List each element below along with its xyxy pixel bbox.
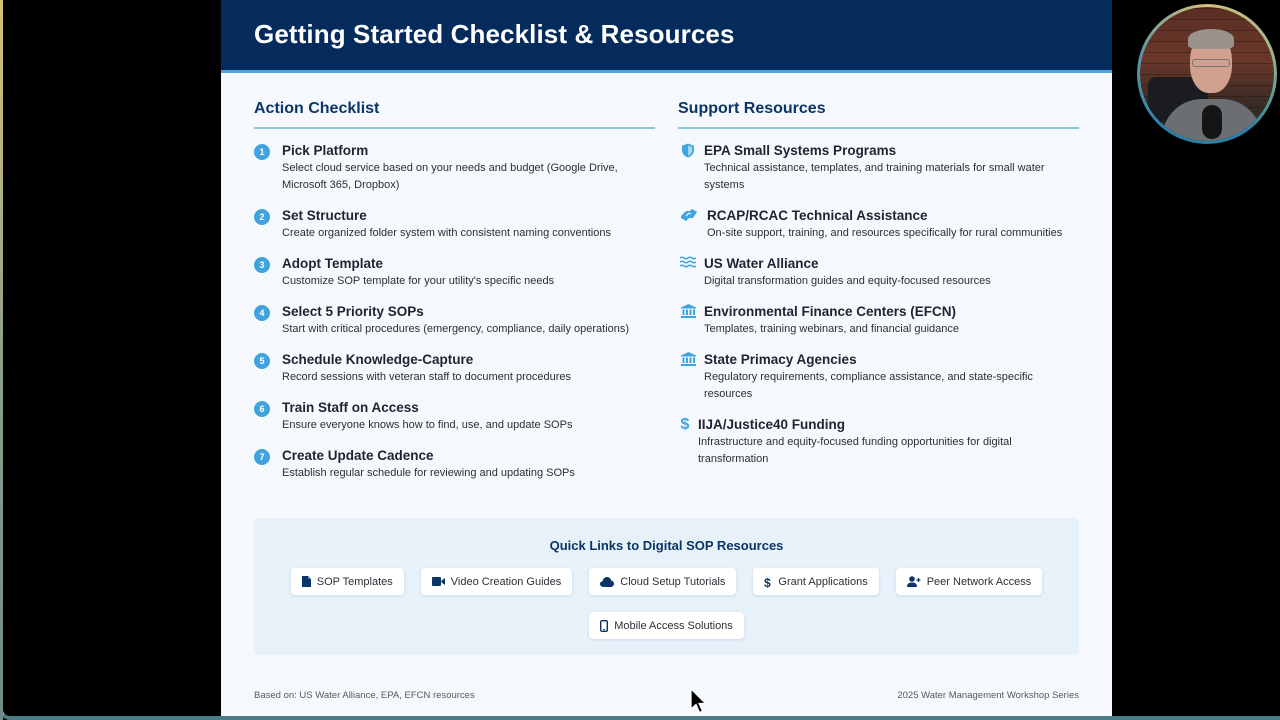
resource-item bbox=[678, 416, 1079, 468]
dollar-icon: $ bbox=[680, 416, 690, 433]
item-description: Start with critical procedures (emergency, compliance, daily operations) bbox=[282, 323, 630, 335]
item-description: Create organized folder system with consistent naming conventions bbox=[282, 227, 611, 239]
section-title-checklist: Action Checklist bbox=[254, 100, 655, 129]
content-columns bbox=[254, 100, 1079, 495]
item-title: Adopt Template bbox=[282, 256, 383, 271]
checklist-item bbox=[254, 255, 655, 290]
item-title: EPA Small Systems Programs bbox=[704, 143, 897, 158]
quick-link-mobile-access[interactable] bbox=[589, 612, 744, 639]
quick-link-peer-network[interactable] bbox=[896, 568, 1043, 595]
item-title: IIJA/Justice40 Funding bbox=[698, 417, 846, 432]
resource-item bbox=[678, 351, 1079, 403]
quick-link-label: Video Creation Guides bbox=[450, 575, 562, 588]
quick-links-title: Quick Links to Digital SOP Resources bbox=[549, 538, 784, 553]
item-title: US Water Alliance bbox=[704, 256, 819, 271]
item-description: On-site support, training, and resources specifically for rural communities bbox=[707, 227, 1063, 239]
item-description: Templates, training webinars, and financial guidance bbox=[704, 323, 959, 335]
step-number-badge: 4 bbox=[254, 305, 270, 321]
quick-link-label: SOP Templates bbox=[316, 575, 393, 588]
step-number-badge: 1 bbox=[254, 144, 270, 160]
item-title: Pick Platform bbox=[282, 143, 369, 158]
step-number-badge: 6 bbox=[254, 401, 270, 417]
water-icon bbox=[678, 255, 698, 268]
quick-link-sop-templates[interactable] bbox=[291, 568, 404, 595]
quick-link-label: Peer Network Access bbox=[926, 575, 1032, 588]
svg-text:$: $ bbox=[764, 575, 772, 588]
cloud-icon bbox=[600, 577, 614, 587]
item-title: Environmental Finance Centers (EFCN) bbox=[704, 304, 957, 319]
checklist-item bbox=[254, 142, 655, 194]
item-title: Set Structure bbox=[282, 208, 367, 223]
mobile-icon bbox=[600, 620, 608, 632]
presentation-slide bbox=[221, 0, 1112, 716]
item-title: Create Update Cadence bbox=[282, 448, 434, 463]
quick-links-list bbox=[254, 568, 1079, 639]
item-description: Digital transformation guides and equity-focused resources bbox=[704, 275, 991, 287]
quick-link-grant-applications[interactable] bbox=[753, 568, 878, 595]
item-title: Select 5 Priority SOPs bbox=[282, 304, 424, 319]
mouse-cursor-icon bbox=[690, 688, 708, 719]
slide-title: Getting Started Checklist & Resources bbox=[254, 19, 735, 49]
landmark-icon bbox=[678, 351, 698, 366]
action-checklist bbox=[254, 100, 655, 495]
quick-link-cloud-tutorials[interactable] bbox=[589, 568, 736, 595]
landmark-icon bbox=[678, 303, 698, 318]
user-plus-icon bbox=[907, 576, 921, 587]
quick-link-video-guides[interactable] bbox=[421, 568, 572, 595]
quick-link-label: Grant Applications bbox=[778, 575, 868, 588]
quick-link-label: Cloud Setup Tutorials bbox=[620, 575, 726, 588]
quick-link-label: Mobile Access Solutions bbox=[614, 619, 733, 632]
step-number-badge: 2 bbox=[254, 209, 270, 225]
video-icon bbox=[432, 577, 445, 586]
dollar-icon bbox=[764, 576, 772, 588]
quick-links-panel bbox=[254, 518, 1079, 655]
checklist-item bbox=[254, 399, 655, 434]
footer-series: 2025 Water Management Workshop Series bbox=[897, 690, 1079, 701]
slide-footer bbox=[254, 690, 1079, 701]
checklist-item bbox=[254, 447, 655, 482]
resource-item bbox=[678, 255, 1079, 290]
slide-header bbox=[221, 0, 1112, 73]
item-description: Record sessions with veteran staff to document procedures bbox=[282, 371, 572, 383]
step-number-badge: 7 bbox=[254, 449, 270, 465]
item-title: Schedule Knowledge-Capture bbox=[282, 352, 474, 367]
checklist-item bbox=[254, 303, 655, 338]
item-title: RCAP/RCAC Technical Assistance bbox=[707, 208, 928, 223]
handshake-icon bbox=[678, 207, 700, 222]
item-title: State Primacy Agencies bbox=[704, 352, 857, 367]
support-resources bbox=[678, 100, 1079, 495]
item-description: Customize SOP template for your utility's specific needs bbox=[282, 275, 555, 287]
presenter-video bbox=[1140, 7, 1274, 141]
file-icon bbox=[302, 576, 311, 587]
step-number-badge: 5 bbox=[254, 353, 270, 369]
checklist-item bbox=[254, 207, 655, 242]
section-title-resources: Support Resources bbox=[678, 100, 1079, 129]
checklist-item bbox=[254, 351, 655, 386]
item-description: Technical assistance, templates, and training materials for small water systems bbox=[704, 162, 1045, 191]
resource-item bbox=[678, 303, 1079, 338]
item-description: Ensure everyone knows how to find, use, and update SOPs bbox=[282, 419, 573, 431]
shield-icon bbox=[678, 142, 698, 158]
item-description: Establish regular schedule for reviewing and updating SOPs bbox=[282, 467, 575, 479]
presenter-webcam bbox=[1137, 4, 1277, 144]
item-title: Train Staff on Access bbox=[282, 400, 419, 415]
resource-item bbox=[678, 142, 1079, 194]
item-description: Select cloud service based on your needs and budget (Google Drive, Microsoft 365, Dropbox) bbox=[282, 162, 618, 191]
item-description: Infrastructure and equity-focused funding opportunities for digital transformation bbox=[698, 436, 1012, 465]
footer-source: Based on: US Water Alliance, EPA, EFCN resources bbox=[254, 690, 475, 701]
resource-item bbox=[678, 207, 1079, 242]
item-description: Regulatory requirements, compliance assistance, and state-specific resources bbox=[704, 371, 1033, 400]
step-number-badge: 3 bbox=[254, 257, 270, 273]
